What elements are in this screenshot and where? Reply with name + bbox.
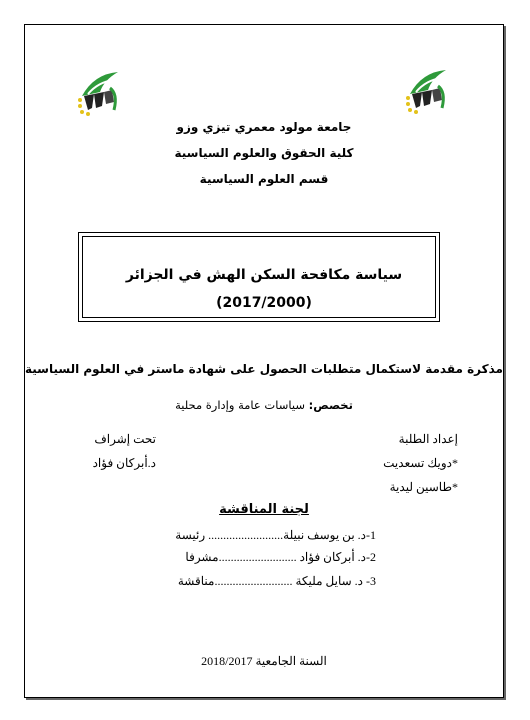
specialization-value: سياسات عامة وإدارة محلية (175, 398, 305, 412)
jury-member: 1-د. بن يوسف نبيلة......................... رئيسة (175, 528, 376, 542)
supervisor-name: د.أبركان فؤاد (92, 456, 156, 470)
jury-member: 2-د. أبركان فؤاد ..........................مشرفا (185, 550, 376, 564)
jury-member: 3- د. سايل مليكة ..........................مناقشة (177, 574, 376, 588)
university-name: جامعة مولود معمري تيزي وزو (176, 120, 352, 134)
supervision-label: تحت إشراف (94, 432, 156, 446)
specialization-label: تخصص: (308, 398, 353, 412)
university-logo-icon (74, 66, 124, 116)
jury-title-text: لجنة المناقشة (219, 502, 309, 517)
student-name: *طاسين ليدية (389, 480, 458, 494)
student-name: *دويك تسعديت (383, 456, 458, 470)
faculty-name: كلية الحقوق والعلوم السياسية (174, 146, 354, 160)
department-name: قسم العلوم السياسية (199, 172, 329, 186)
thesis-title: سياسة مكافحة السكن الهش في الجزائر (125, 267, 403, 283)
prepared-by-label: إعداد الطلبة (398, 432, 458, 446)
thesis-statement: مذكرة مقدمة لاستكمال متطلبات الحصول على شهادة ماستر في العلوم السياسية (25, 362, 503, 376)
university-logo-icon (402, 64, 452, 114)
academic-year: السنة الجامعية 2018/2017 (201, 654, 327, 668)
thesis-years: (2017/2000) (216, 295, 312, 311)
specialization (24, 398, 504, 412)
jury-title (24, 502, 504, 517)
